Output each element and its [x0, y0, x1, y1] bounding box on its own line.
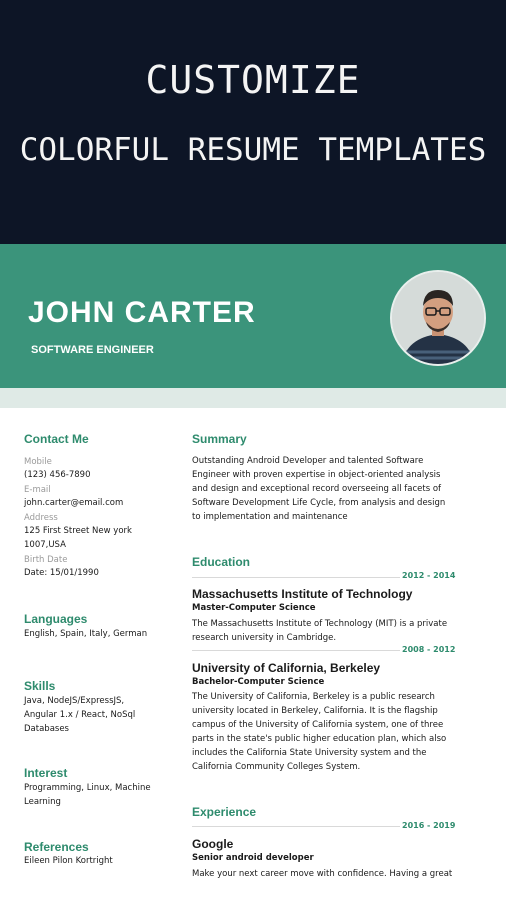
degree-name: Bachelor-Computer Science [192, 677, 325, 687]
education-desc-line5: includes the California State University system and the [192, 748, 427, 758]
references-heading: References [24, 840, 89, 854]
experience-desc-line1: Make your next career move with confidence. Having a great [192, 869, 453, 879]
promo-banner [0, 0, 506, 244]
education-desc-line6: California Community Colleges System. [192, 762, 361, 772]
resume-name: JOHN CARTER [28, 296, 256, 329]
education-dates: 2012 - 2014 [402, 571, 456, 580]
education-desc-line4: parts in the state's public higher education plan, which also [192, 734, 447, 744]
institution-name: University of California, Berkeley [192, 661, 381, 675]
skills-line2: Angular 1.x / React, NoSql [24, 710, 136, 720]
education-rule [192, 577, 400, 578]
interest-heading: Interest [24, 766, 68, 780]
summary-line2: Engineer with proven expertise in object-oriented analysis [192, 470, 441, 480]
interest-line1: Programming, Linux, Machine [24, 783, 151, 793]
summary-line5: to implementation and maintenance [192, 512, 348, 522]
mobile-value: (123) 456-7890 [24, 470, 91, 480]
interest-line2: Learning [24, 797, 61, 807]
institution-name: Massachusetts Institute of Technology [192, 587, 413, 601]
references-text: Eileen Pilon Kortright [24, 856, 113, 866]
email-value: john.carter@email.com [24, 498, 124, 508]
role-name: Senior android developer [192, 853, 314, 863]
summary-heading: Summary [192, 432, 247, 446]
resume-title: SOFTWARE ENGINEER [31, 344, 154, 356]
email-label: E-mail [24, 485, 51, 495]
company-name: Google [192, 837, 234, 851]
education-heading: Education [192, 555, 251, 569]
promo-headline: CUSTOMIZE [145, 58, 361, 102]
experience-heading: Experience [192, 805, 257, 819]
skills-heading: Skills [24, 679, 56, 693]
resume-body [0, 408, 506, 900]
summary-line3: and design and exceptional record overseeing all facets of [192, 484, 442, 494]
resume-header [0, 244, 506, 388]
contact-heading: Contact Me [24, 432, 89, 446]
skills-line1: Java, NodeJS/ExpressJS, [24, 696, 125, 706]
degree-name: Master-Computer Science [192, 603, 316, 613]
summary-line4: Software Development Life Cycle, from analysis and design [192, 498, 446, 508]
experience-dates: 2016 - 2019 [402, 821, 456, 830]
education-dates: 2008 - 2012 [402, 645, 456, 654]
education-desc-line3: campus of the University of California system, one of three [192, 720, 444, 730]
experience-rule [192, 826, 400, 827]
promo-subheadline: COLORFUL RESUME TEMPLATES [19, 132, 487, 168]
languages-heading: Languages [24, 612, 88, 626]
address-label: Address [24, 513, 58, 523]
birth-label: Birth Date [24, 555, 68, 565]
birth-value: Date: 15/01/1990 [24, 568, 99, 578]
avatar [390, 270, 486, 366]
mobile-label: Mobile [24, 457, 52, 467]
address-line2: 1007,USA [24, 540, 66, 550]
education-desc-line2: university located in Berkeley, California. It is the flagship [192, 706, 438, 716]
education-rule [192, 650, 400, 651]
education-desc-line2: research university in Cambridge. [192, 633, 337, 643]
education-desc-line1: The University of California, Berkeley is a public research [192, 692, 435, 702]
languages-text: English, Spain, Italy, German [24, 629, 148, 639]
header-divider-strip [0, 388, 506, 408]
summary-line1: Outstanding Android Developer and talented Software [192, 456, 424, 466]
education-desc-line1: The Massachusetts Institute of Technology (MIT) is a private [192, 619, 448, 629]
address-line1: 125 First Street New york [24, 526, 132, 536]
profile-photo-icon [392, 272, 484, 364]
skills-line3: Databases [24, 724, 69, 734]
